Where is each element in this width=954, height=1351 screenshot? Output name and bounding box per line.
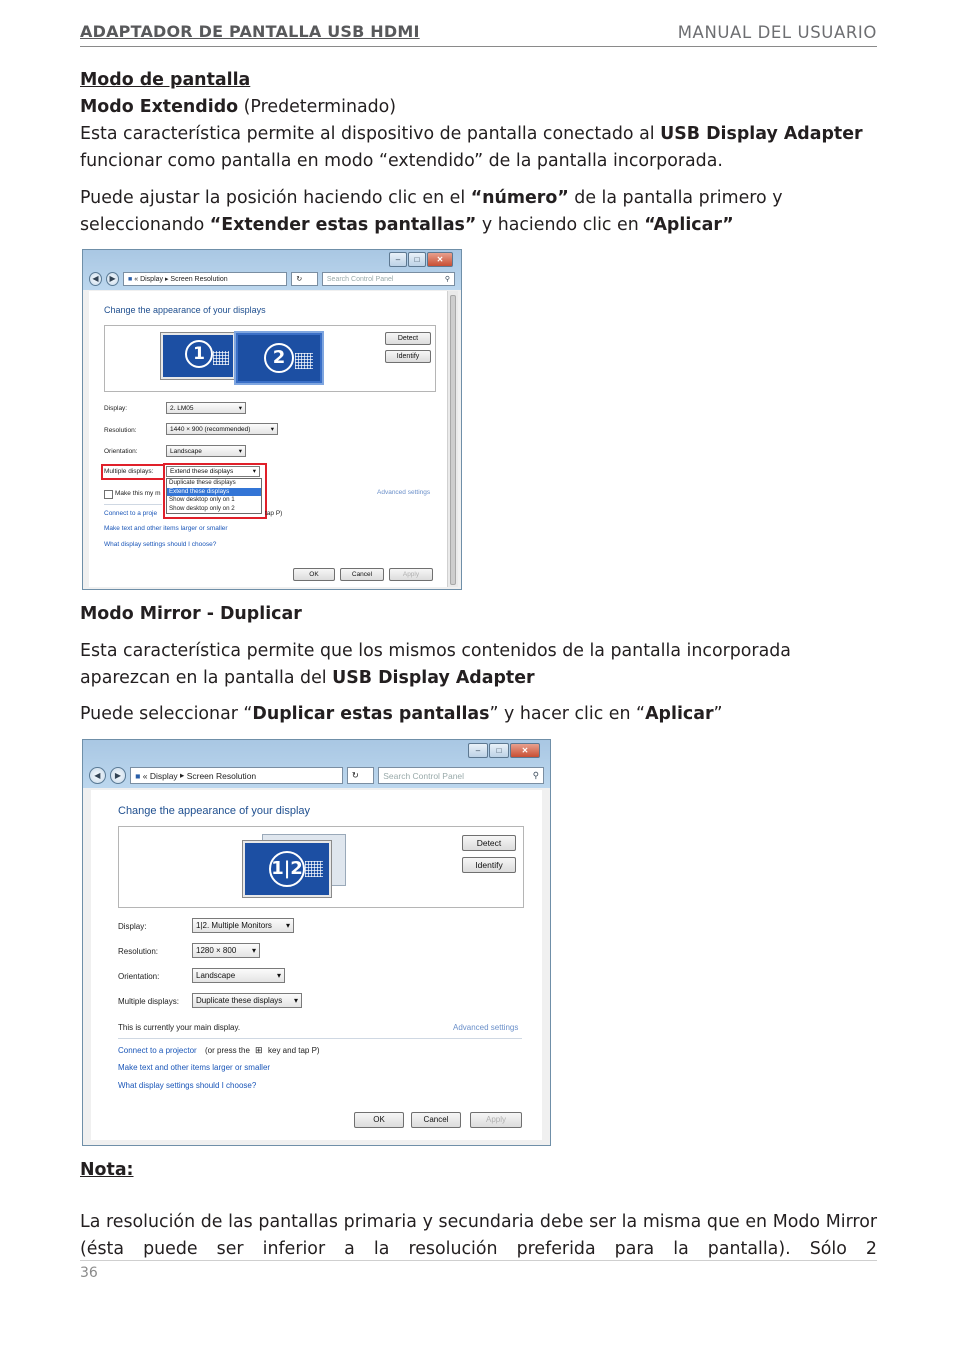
orientation-label: Orientation: — [118, 972, 160, 981]
footer-rule — [80, 1260, 877, 1261]
dropdown-arrow-icon: ▾ — [251, 946, 256, 955]
maximize-icon[interactable]: □ — [489, 743, 509, 758]
maximize-icon[interactable]: □ — [408, 252, 426, 267]
ok-button[interactable]: OK — [354, 1112, 404, 1128]
header-title: ADAPTADOR DE PANTALLA USB HDMI — [80, 22, 420, 41]
dropdown-arrow-icon: ▾ — [285, 921, 290, 930]
connect-projector-link[interactable]: Connect to a proje — [104, 510, 158, 517]
monitor-1-2-number: 1|2 — [269, 851, 305, 887]
text-size-link[interactable]: Make text and other items larger or smaller — [118, 1063, 271, 1072]
separator — [118, 1038, 522, 1039]
page-header — [80, 22, 877, 47]
apply-button[interactable]: Apply — [389, 568, 433, 581]
cancel-button[interactable]: Cancel — [340, 568, 384, 581]
extended-mode-title: Modo Extendido (Predeterminado) — [80, 97, 397, 117]
make-main-checkbox[interactable] — [104, 490, 113, 499]
display-select[interactable]: 2. LM05 ▾ — [166, 402, 246, 414]
dropdown-arrow-icon: ▾ — [270, 426, 274, 433]
refresh-icon[interactable]: ↻ — [347, 767, 375, 784]
which-settings-link[interactable]: What display settings should I choose? — [104, 541, 217, 548]
header-manual-label: MANUAL DEL USUARIO — [677, 23, 877, 42]
make-main-label: Make this my m — [115, 490, 161, 497]
search-icon: ⚲ — [532, 770, 540, 780]
window-content — [89, 291, 447, 587]
dropdown-arrow-icon: ▾ — [238, 448, 242, 455]
identify-button[interactable]: Identify — [462, 857, 516, 873]
back-arrow-icon[interactable]: ◀ — [89, 272, 102, 286]
connect-projector-link[interactable]: Connect to a projector — [118, 1046, 197, 1055]
detect-button[interactable]: Detect — [385, 332, 431, 345]
refresh-icon[interactable]: ↻ — [291, 272, 318, 286]
orientation-select[interactable]: Landscape ▾ — [166, 445, 246, 457]
close-icon[interactable]: ✕ — [510, 743, 540, 758]
highlight-multiple-dropdown — [163, 463, 267, 519]
advanced-settings-link[interactable]: Advanced settings — [377, 489, 431, 496]
screenshot-mirror-mode — [82, 739, 551, 1146]
dropdown-arrow-icon: ▾ — [238, 405, 242, 412]
window-controls — [389, 252, 453, 267]
separator — [104, 504, 162, 505]
back-arrow-icon[interactable]: ◀ — [89, 767, 106, 784]
projector-hint: (or press the — [205, 1046, 250, 1055]
address-bar — [89, 767, 544, 784]
display-label: Display: — [118, 922, 147, 931]
advanced-settings-link[interactable]: Advanced settings — [453, 1023, 519, 1032]
monitor-grid-icon — [305, 861, 323, 877]
monitor-2-thumbnail[interactable] — [236, 333, 322, 383]
search-icon: ⚲ — [444, 276, 450, 283]
text-size-link[interactable]: Make text and other items larger or smaller — [104, 525, 228, 532]
resolution-label: Resolution: — [118, 947, 159, 956]
dropdown-arrow-icon: ▾ — [276, 971, 281, 980]
minimize-icon[interactable]: – — [389, 252, 407, 267]
projector-hint-tail: key and tap P) — [268, 1046, 320, 1055]
orientation-label: Orientation: — [104, 448, 138, 455]
mirror-mode-paragraph-1: Esta característica permite que los mismos contenidos de la pantalla incorporada aparezcan en la pantalla del USB Display Adapter — [80, 641, 791, 688]
close-icon[interactable]: ✕ — [427, 252, 453, 267]
display-arrangement-area — [118, 826, 524, 908]
mirror-mode-paragraph-2: Puede seleccionar “Duplicar estas pantallas” y hacer clic en “Aplicar” — [80, 704, 723, 724]
orientation-select[interactable]: Landscape ▾ — [192, 968, 285, 983]
multiple-displays-select[interactable]: Extend these displays ▾ — [166, 466, 260, 477]
option-desktop-only-1[interactable]: Show desktop only on 1 — [169, 496, 235, 503]
scrollbar-thumb[interactable] — [450, 295, 456, 585]
minimize-icon[interactable]: – — [468, 743, 488, 758]
window-titlebar — [83, 740, 550, 788]
forward-arrow-icon[interactable]: ▶ — [110, 767, 127, 784]
which-settings-link[interactable]: What display settings should I choose? — [118, 1081, 257, 1090]
section-title-display-mode: Modo de pantalla — [80, 70, 251, 90]
display-select[interactable]: 1|2. Multiple Monitors ▾ — [192, 918, 294, 933]
windows-key-icon: ⊞ — [255, 1045, 263, 1055]
page-number: 36 — [80, 1265, 98, 1281]
address-input[interactable]: ■ « Display ▸ Screen Resolution — [130, 767, 343, 784]
monitor-small-icon: ■ — [135, 770, 141, 781]
main-display-text: This is currently your main display. — [118, 1023, 241, 1032]
dropdown-arrow-icon: ▾ — [252, 468, 256, 475]
extended-mode-paragraph-1: Esta característica permite al dispositivo de pantalla conectado al USB Display Adapter funcionar como pantalla en modo “extendido” de la pantalla incorporada. — [80, 124, 863, 171]
display-label: Display: — [104, 405, 128, 412]
monitor-grid-icon — [295, 353, 313, 369]
apply-button[interactable]: Apply — [470, 1112, 522, 1128]
monitor-1-number: 1 — [185, 340, 213, 368]
monitor-grid-icon — [213, 351, 229, 365]
monitor-2-number: 2 — [264, 343, 294, 373]
search-input[interactable]: Search Control Panel ⚲ — [322, 272, 455, 286]
scrollbar[interactable] — [447, 291, 458, 587]
display-arrangement-area — [104, 325, 436, 392]
window-titlebar — [83, 250, 461, 290]
option-desktop-only-2[interactable]: Show desktop only on 2 — [169, 504, 235, 512]
forward-arrow-icon[interactable]: ▶ — [106, 272, 119, 286]
dropdown-arrow-icon: ▾ — [293, 996, 298, 1005]
heading-change-appearance: Change the appearance of your displays — [104, 305, 266, 315]
multiple-displays-select[interactable]: Duplicate these displays ▾ — [192, 993, 302, 1008]
multiple-displays-label: Multiple displays: — [118, 997, 179, 1006]
address-bar — [89, 272, 455, 286]
note-title: Nota: — [80, 1160, 134, 1180]
monitor-1-2-thumbnail[interactable] — [243, 841, 331, 897]
window-content — [91, 790, 542, 1140]
option-duplicate[interactable]: Duplicate these displays — [169, 479, 236, 486]
cancel-button[interactable]: Cancel — [411, 1112, 461, 1128]
screenshot-extended-mode — [82, 249, 462, 590]
resolution-label: Resolution: — [104, 427, 137, 434]
mirror-mode-title: Modo Mirror - Duplicar — [80, 604, 302, 624]
window-controls — [468, 743, 540, 758]
heading-change-appearance: Change the appearance of your display — [118, 805, 311, 817]
monitor-1-thumbnail[interactable] — [161, 333, 235, 379]
search-input[interactable]: Search Control Panel ⚲ — [378, 767, 544, 784]
identify-button[interactable]: Identify — [385, 350, 431, 363]
note-paragraph: La resolución de las pantallas primaria y secundaria debe ser la misma que en Modo Mirror (ésta puede ser inferior a la resolución preferida para la pantalla). Sólo 2 — [80, 1212, 877, 1259]
extended-mode-paragraph-2: Puede ajustar la posición haciendo clic en el “número” de la pantalla primero y seleccionando “Extender estas pantallas” y haciendo clic en “Aplicar” — [80, 188, 783, 235]
address-input[interactable]: ■ « Display ▸ Screen Resolution — [123, 272, 287, 286]
ok-button[interactable]: OK — [293, 568, 335, 581]
projector-hint-tail: tap P) — [265, 510, 283, 517]
monitor-small-icon: ■ — [128, 275, 133, 283]
option-extend[interactable]: Extend these displays — [167, 488, 261, 497]
resolution-select[interactable]: 1280 × 800 ▾ — [192, 943, 260, 958]
multiple-displays-label: Multiple displays: — [104, 468, 154, 475]
resolution-select[interactable]: 1440 × 900 (recommended) ▾ — [166, 423, 278, 435]
detect-button[interactable]: Detect — [462, 835, 516, 851]
